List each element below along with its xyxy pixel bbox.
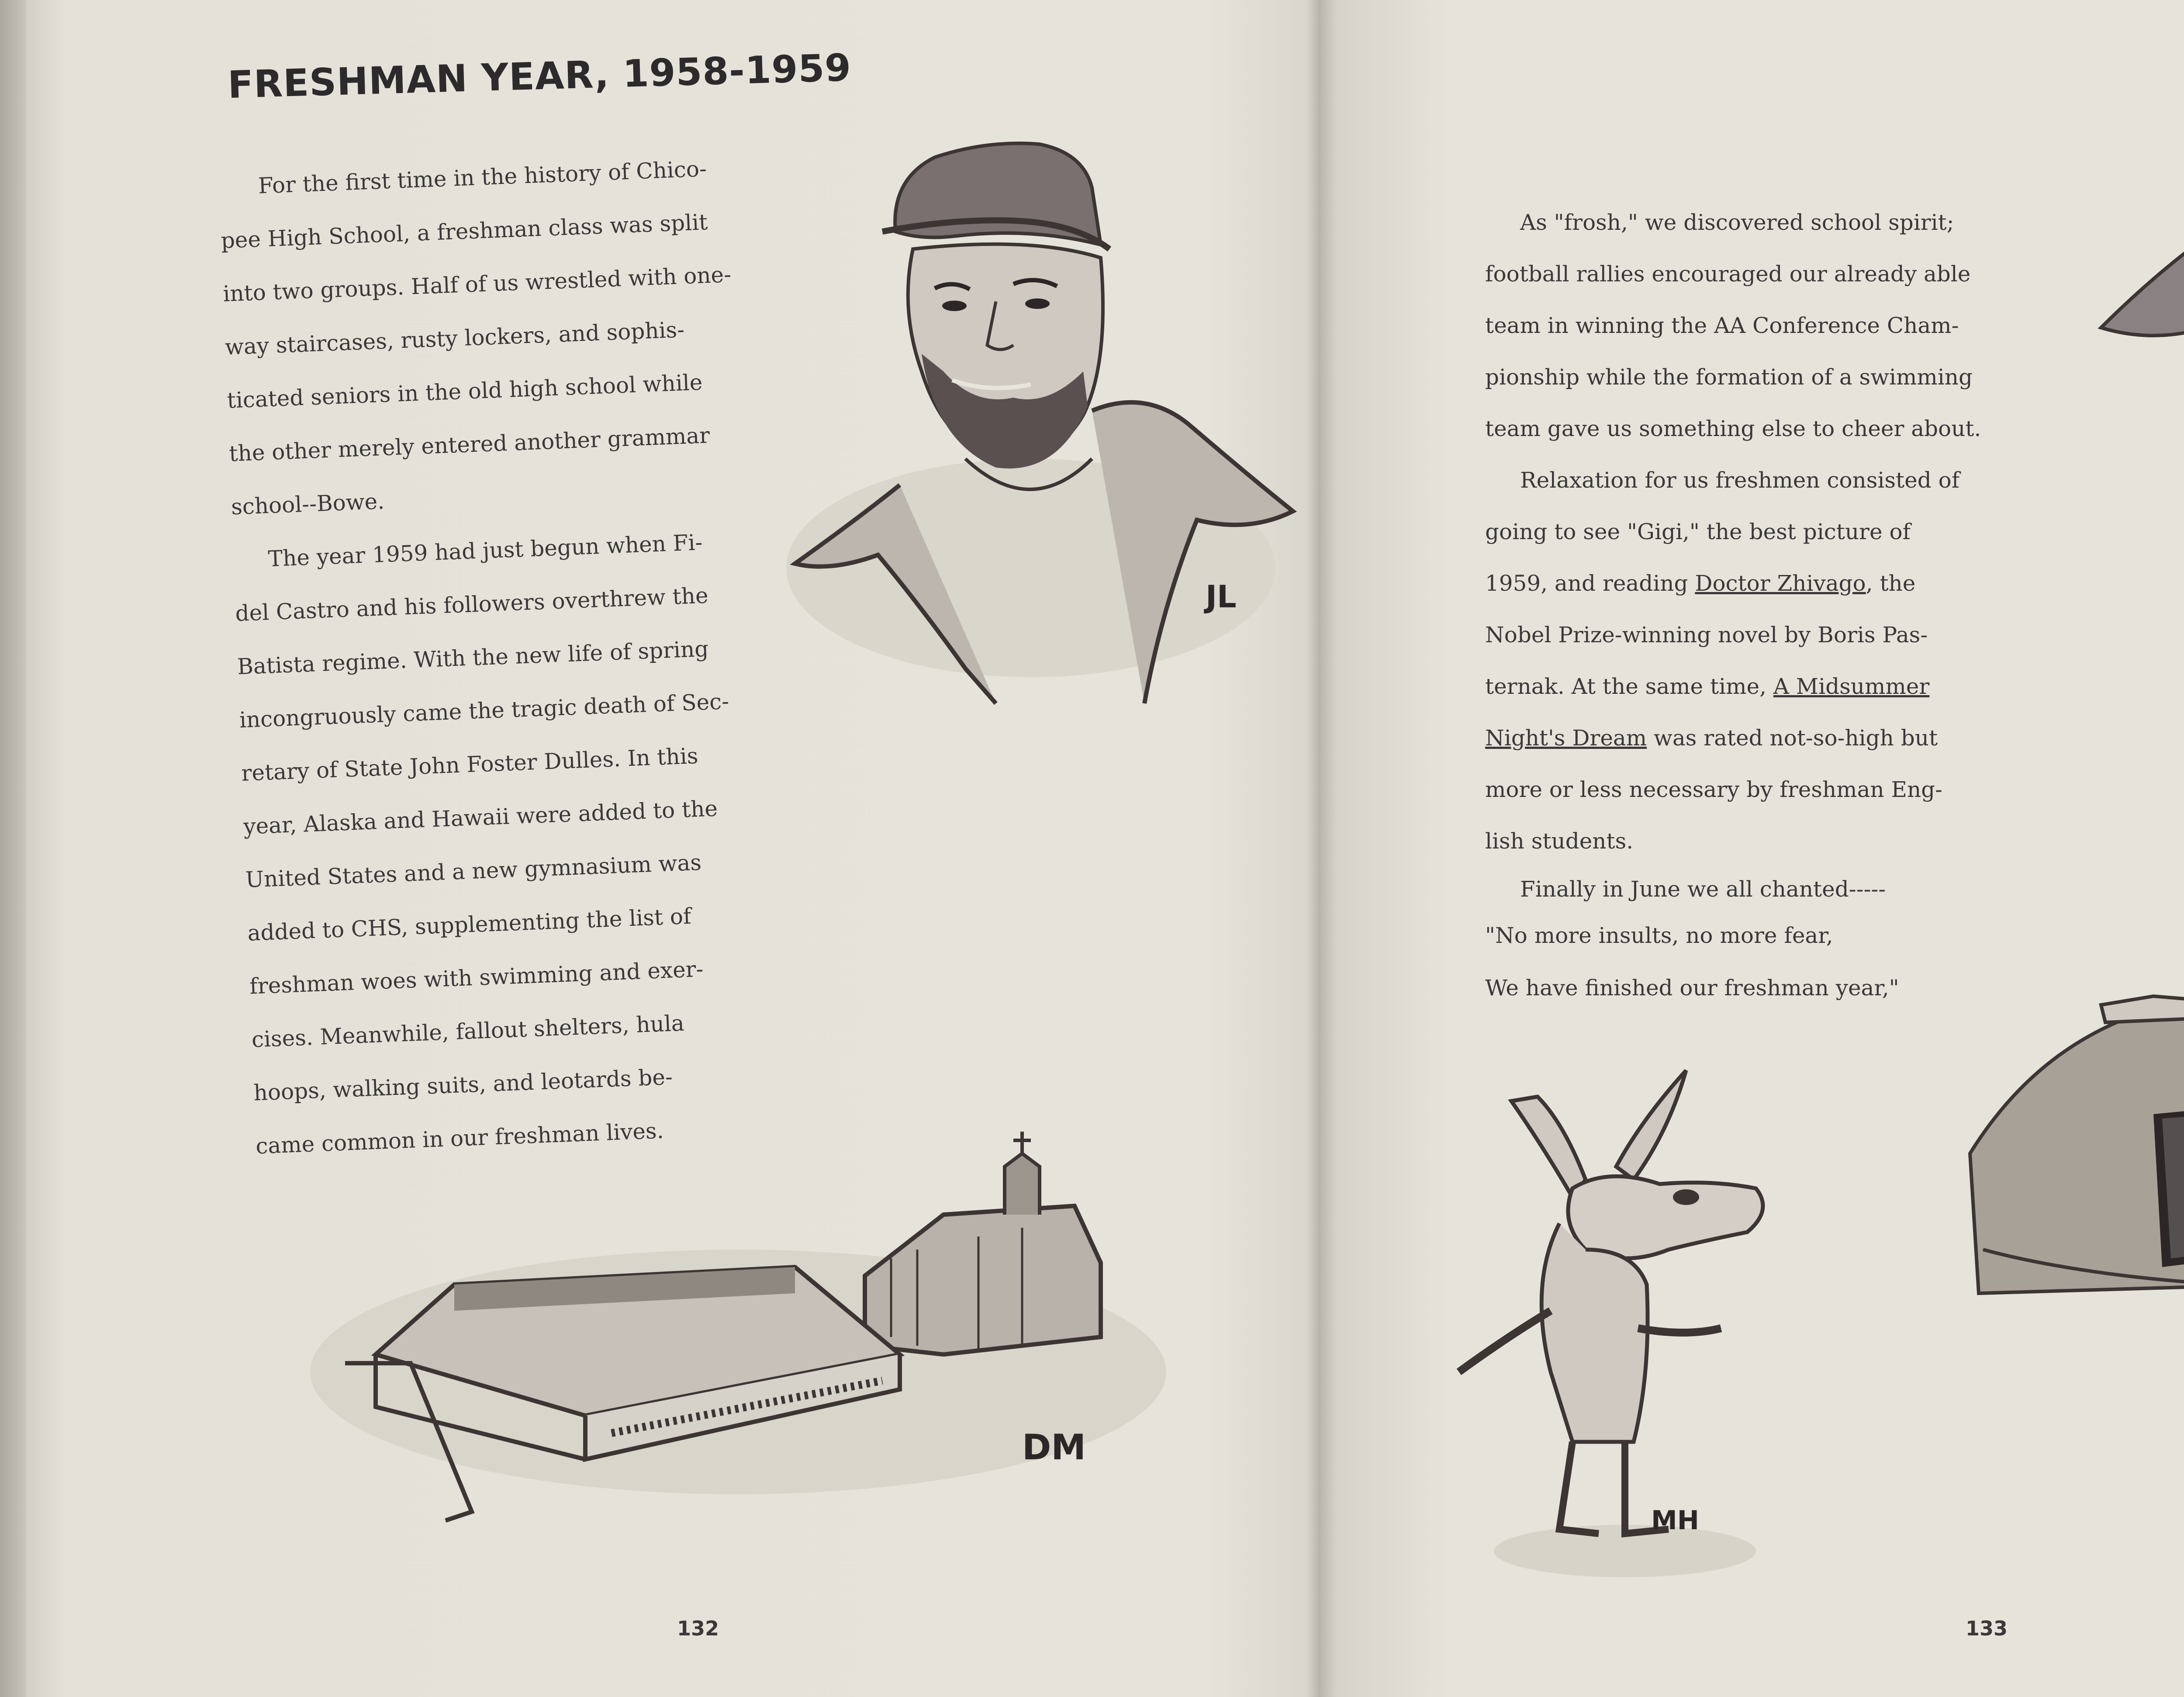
text-line (1485, 725, 1938, 751)
text-line: team in winning the AA Conference Cham- (1485, 313, 1959, 338)
text-line: came common in our freshman lives. (255, 1118, 664, 1159)
text-line: freshman woes with swimming and exer- (249, 956, 704, 999)
text-line: going to see "Gigi," the best picture of (1485, 519, 1911, 544)
text-line: "No more insults, no more fear, (1485, 923, 1833, 948)
page-number: 133 (1966, 1617, 2008, 1640)
donkey-sketch (1441, 1066, 1835, 1590)
text-line: Batista regime. With the new life of spring (237, 636, 709, 680)
text-segment: 1959, and reading (1485, 571, 1695, 596)
page-title: FRESHMAN YEAR, 1958-1959 (227, 46, 852, 107)
text-line: school--Bowe. (231, 488, 385, 520)
fallout-shelter-sketch (1961, 987, 2184, 1320)
text-line: Nobel Prize-winning novel by Boris Pas- (1485, 622, 1928, 648)
text-line: pee High School, a freshman class was split (220, 209, 708, 253)
text-line: Relaxation for us freshmen consisted of (1520, 468, 1960, 493)
text-segment: ternak. At the same time, (1485, 674, 1773, 699)
text-line: pionship while the formation of a swimming (1485, 364, 1973, 390)
text-line: added to CHS, supplementing the list of (247, 903, 692, 946)
text-line: year, Alaska and Hawaii were added to the (243, 796, 718, 839)
page-number: 132 (677, 1617, 719, 1640)
text-line: incongruously came the tragic death of Sec- (238, 689, 729, 733)
binding-edge (0, 0, 26, 1697)
text-line: ticated seniors in the old high school while (226, 369, 703, 413)
play-title: A Midsummer (1773, 674, 1930, 699)
school-buildings-sketch (323, 1127, 1188, 1542)
text-line: team gave us something else to cheer about. (1485, 416, 1981, 441)
dancing-couple-sketch (2084, 96, 2184, 577)
text-line: United States and a new gymnasium was (245, 849, 702, 893)
text-segment: was rated not-so-high but (1647, 725, 1938, 751)
artist-initials: JL (1206, 579, 1237, 615)
artist-initials: MH (1651, 1505, 1699, 1536)
text-line: We have finished our freshman year," (1485, 975, 1899, 1001)
play-title: Night's Dream (1485, 725, 1647, 751)
book-title: Doctor Zhivago (1695, 571, 1866, 596)
text-segment: , the (1866, 571, 1916, 596)
text-line: retary of State John Foster Dulles. In this (241, 743, 699, 786)
text-line (1485, 674, 1929, 699)
text-line (1485, 571, 1915, 596)
right-page (1319, 0, 2184, 1697)
fisherman-portrait-sketch (769, 127, 1310, 712)
text-line: more or less necessary by freshman Eng- (1485, 777, 1943, 802)
text-line: football rallies encouraged our already able (1485, 261, 1971, 287)
text-line: lish students. (1485, 828, 1634, 854)
text-line: cises. Meanwhile, fallout shelters, hula (251, 1010, 685, 1053)
text-line: into two groups. Half of us wrestled with one- (222, 262, 732, 307)
text-line: way staircases, rusty lockers, and sophis- (225, 317, 685, 360)
text-line: Finally in June we all chanted----- (1520, 876, 1886, 902)
text-line: The year 1959 had just begun when Fi- (267, 530, 703, 572)
text-line: As "frosh," we discovered school spirit; (1520, 210, 1954, 235)
text-line: del Castro and his followers overthrew the (235, 582, 709, 627)
left-page (26, 0, 1319, 1697)
text-line: For the first time in the history of Chico- (257, 156, 707, 199)
artist-initials: DM (1022, 1427, 1086, 1468)
text-line: hoops, walking suits, and leotards be- (253, 1064, 673, 1106)
text-line: the other merely entered another grammar (228, 423, 710, 467)
